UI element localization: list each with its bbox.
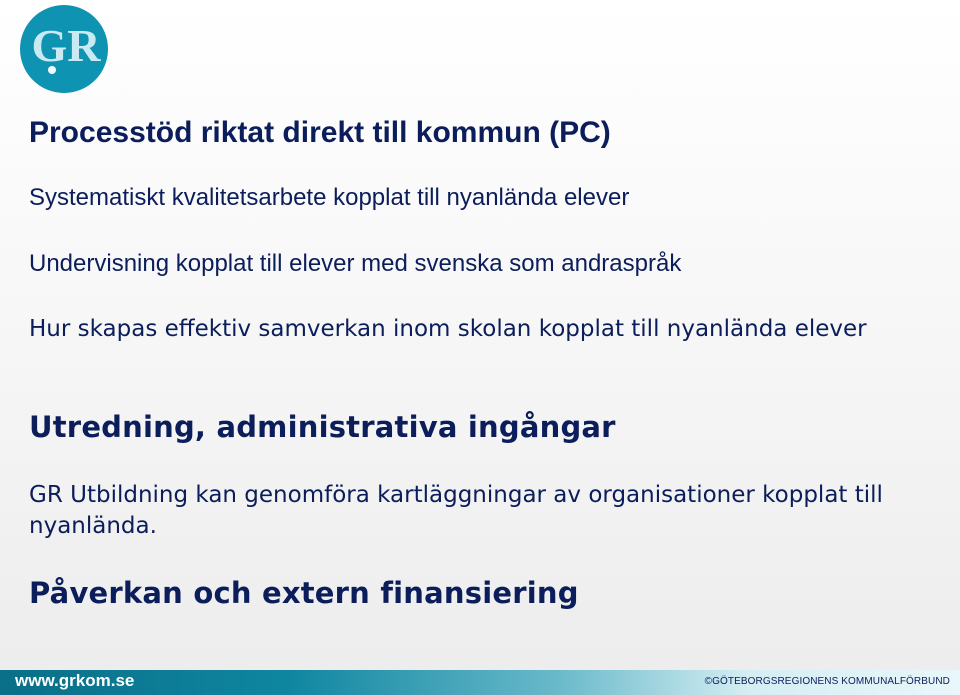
- gr-logo-mark: [18, 4, 118, 96]
- bullet-item-3: Hur skapas effektiv samverkan inom skolan kopplat till nyanlända elever: [29, 316, 867, 342]
- section-text-utredning: GR Utbildning kan genomföra kartläggningar av organisationer kopplat till nyanlända.: [29, 482, 883, 539]
- slide-title: Processtöd riktat direkt till kommun (PC): [29, 116, 611, 149]
- bullet-item-2: Undervisning kopplat till elever med svenska som andraspråk: [29, 250, 682, 277]
- gr-logo-text: GR: [31, 20, 101, 71]
- footer-bar: [0, 670, 960, 695]
- footer-url-link[interactable]: www.grkom.se: [15, 671, 135, 690]
- section-heading-paverkan: Påverkan och extern finansiering: [29, 576, 579, 610]
- gr-logo: [18, 4, 118, 96]
- section-heading-utredning: Utredning, administrativa ingångar: [29, 410, 616, 444]
- footer-copyright: ©GÖTEBORGSREGIONENS KOMMUNALFÖRBUND: [704, 676, 950, 687]
- bullet-item-1: Systematiskt kvalitetsarbete kopplat till nyanlända elever: [29, 184, 630, 211]
